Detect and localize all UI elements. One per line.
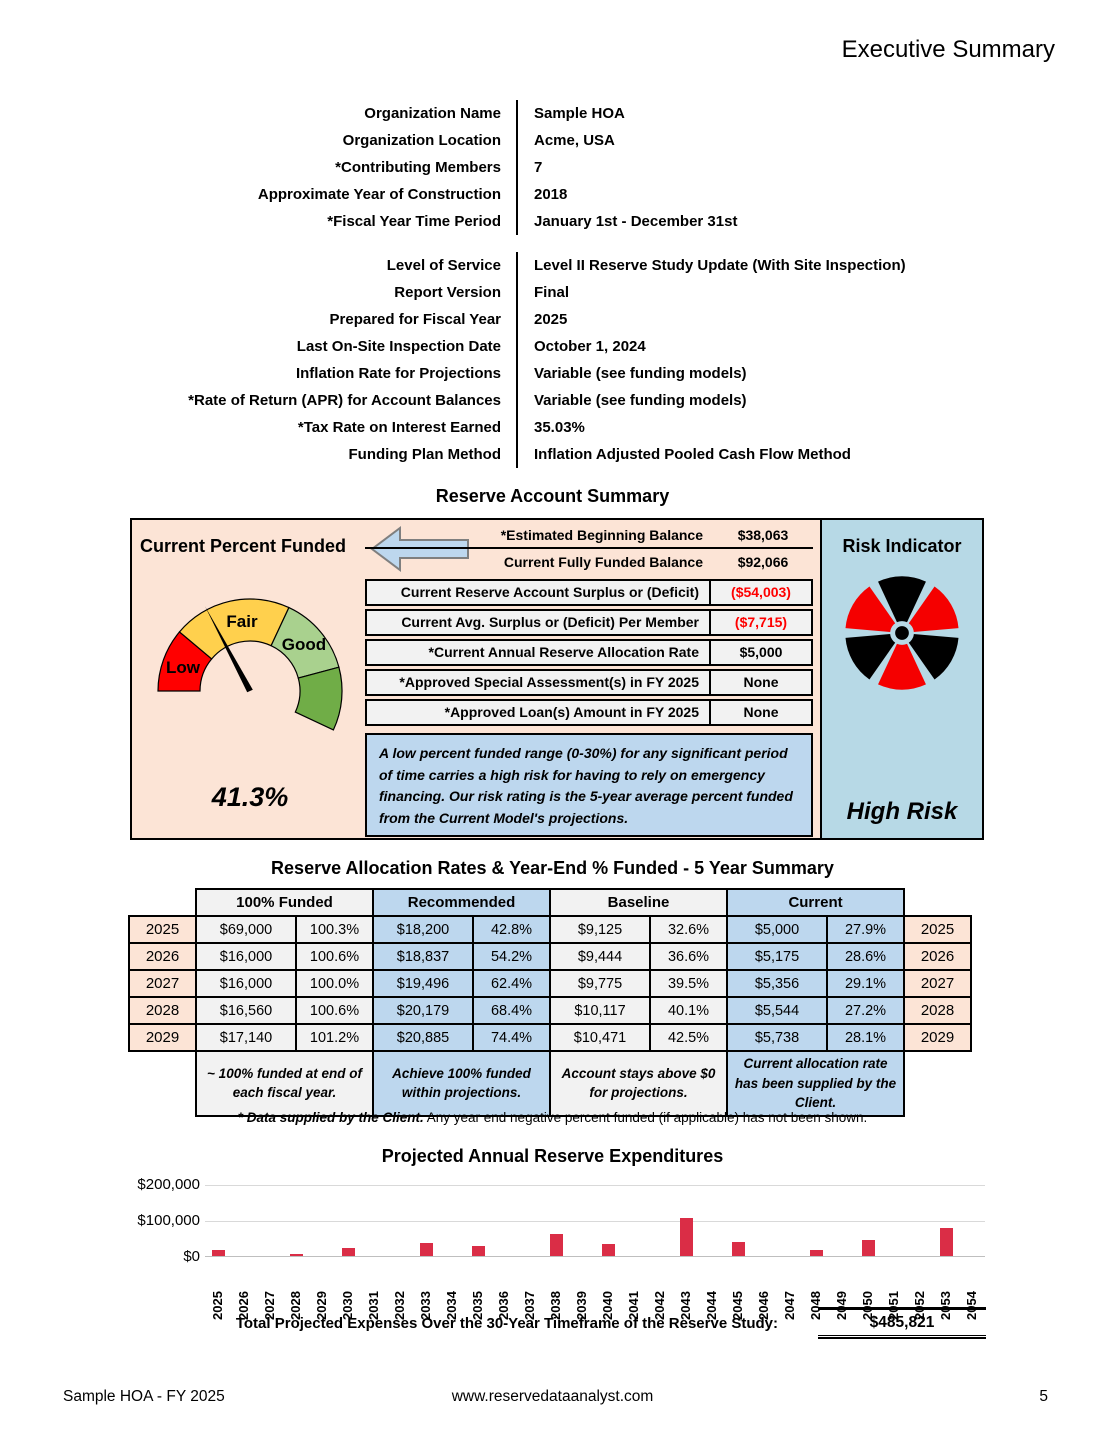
bar-slot	[257, 1185, 283, 1256]
report-info-table	[0, 252, 1105, 468]
info-label: Inflation Rate for Projections	[295, 365, 501, 382]
bar-slot	[231, 1185, 257, 1256]
balance-row	[365, 579, 813, 606]
organization-info-table	[0, 100, 1105, 235]
x-tick-label: 2049	[834, 1291, 849, 1320]
balance-value: $5,000	[739, 644, 783, 660]
balance-value: None	[743, 704, 779, 720]
gauge-label-good: Good	[281, 635, 327, 654]
year-cell: 2028	[129, 997, 196, 1024]
bar-slot	[855, 1185, 881, 1256]
data-cell: $20,885	[373, 1024, 473, 1051]
bar-slot	[335, 1185, 361, 1256]
bar	[940, 1228, 953, 1256]
percent-funded-value: 41.3%	[211, 782, 289, 812]
data-cell: 100.0%	[296, 970, 373, 997]
data-cell: $16,000	[196, 970, 296, 997]
year-cell: 2028	[904, 997, 971, 1024]
data-cell: $17,140	[196, 1024, 296, 1051]
balance-label: Current Reserve Account Surplus or (Deficit)	[367, 581, 711, 604]
info-label: Approximate Year of Construction	[257, 186, 501, 203]
radiation-icon	[838, 569, 966, 697]
data-cell: 27.9%	[827, 916, 904, 943]
bar	[342, 1248, 355, 1256]
data-cell: 32.6%	[650, 916, 727, 943]
data-cell: $5,000	[727, 916, 827, 943]
corner-cell	[129, 1051, 196, 1116]
info-value: Variable (see funding models)	[516, 387, 1105, 414]
info-row	[0, 127, 1105, 154]
total-expenses-label: Total Projected Expenses Over the 30-Year Timeframe of the Reserve Study:	[235, 1315, 778, 1332]
bar-slot	[621, 1185, 647, 1256]
info-row	[0, 181, 1105, 208]
x-tick-label: 2046	[756, 1291, 771, 1320]
data-cell: 28.1%	[827, 1024, 904, 1051]
info-row	[0, 333, 1105, 360]
balance-value: ($54,003)	[731, 584, 791, 600]
y-tick-label: $200,000	[137, 1176, 200, 1193]
column-group-header: 100% Funded	[196, 889, 373, 916]
bar-slot	[777, 1185, 803, 1256]
info-label: Last On-Site Inspection Date	[296, 338, 501, 355]
data-cell: 40.1%	[650, 997, 727, 1024]
data-cell: 36.6%	[650, 943, 727, 970]
balance-label: *Current Annual Reserve Allocation Rate	[367, 641, 711, 664]
column-group-header: Baseline	[550, 889, 727, 916]
balance-label: *Approved Special Assessment(s) in FY 2025	[367, 671, 711, 694]
bar	[420, 1243, 433, 1256]
x-tick-label: 2041	[626, 1291, 641, 1320]
info-label: Organization Location	[342, 132, 501, 149]
info-label: *Rate of Return (APR) for Account Balances	[188, 392, 501, 409]
info-row	[0, 208, 1105, 235]
x-tick-label: 2043	[678, 1291, 693, 1320]
info-row	[0, 387, 1105, 414]
info-value: 2025	[516, 306, 1105, 333]
double-rule	[818, 1335, 986, 1339]
data-cell: $10,471	[550, 1024, 650, 1051]
gauge-label-low: Low	[166, 658, 200, 677]
footer-page-number: 5	[1039, 1388, 1048, 1405]
balance-row	[365, 639, 813, 666]
year-cell: 2027	[904, 970, 971, 997]
info-row	[0, 279, 1105, 306]
info-value: Level II Reserve Study Update (With Site Inspection)	[516, 252, 1105, 279]
risk-indicator-title: Risk Indicator	[842, 536, 962, 556]
year-cell: 2025	[129, 916, 196, 943]
five-year-summary-table	[128, 888, 972, 1117]
bar	[472, 1246, 485, 1256]
info-label: *Contributing Members	[335, 159, 501, 176]
data-cell: $69,000	[196, 916, 296, 943]
data-cell: $16,560	[196, 997, 296, 1024]
risk-indicator-panel	[822, 520, 982, 838]
info-value: 2018	[516, 181, 1105, 208]
x-tick-label: 2029	[314, 1291, 329, 1320]
data-cell: 29.1%	[827, 970, 904, 997]
x-tick-label: 2040	[600, 1291, 615, 1320]
data-cell: 101.2%	[296, 1024, 373, 1051]
bar-slot	[725, 1185, 751, 1256]
balance-summary-top-rows	[365, 522, 813, 576]
x-tick-label: 2048	[808, 1291, 823, 1320]
bar-slot	[413, 1185, 439, 1256]
x-tick-label: 2036	[496, 1291, 511, 1320]
info-value: 7	[516, 154, 1105, 181]
data-cell: $5,175	[727, 943, 827, 970]
footnote-regular-part: Any year end negative percent funded (if applicable) has not been shown.	[426, 1110, 868, 1125]
year-cell: 2029	[904, 1024, 971, 1051]
x-tick-label: 2026	[236, 1291, 251, 1320]
x-tick-label: 2044	[704, 1291, 719, 1320]
percent-funded-panel	[132, 520, 822, 838]
bar	[290, 1254, 303, 1256]
bar-slot	[699, 1185, 725, 1256]
corner-cell	[904, 889, 971, 916]
data-cell: 39.5%	[650, 970, 727, 997]
percent-funded-gauge	[140, 586, 360, 736]
balance-row	[365, 699, 813, 726]
data-cell: $5,356	[727, 970, 827, 997]
data-cell: 100.6%	[296, 997, 373, 1024]
info-value: Sample HOA	[516, 100, 1105, 127]
column-group-header: Current	[727, 889, 904, 916]
info-value: October 1, 2024	[516, 333, 1105, 360]
bar-slot	[907, 1185, 933, 1256]
x-tick-label: 2035	[470, 1291, 485, 1320]
bar	[550, 1234, 563, 1256]
info-value: Final	[516, 279, 1105, 306]
data-cell: $9,444	[550, 943, 650, 970]
balance-value: $92,066	[737, 554, 789, 570]
x-tick-label: 2025	[210, 1291, 225, 1320]
data-cell: 100.3%	[296, 916, 373, 943]
info-value: Inflation Adjusted Pooled Cash Flow Method	[516, 441, 1105, 468]
data-cell: $9,775	[550, 970, 650, 997]
bar-slot	[205, 1185, 231, 1256]
x-tick-label: 2030	[340, 1291, 355, 1320]
info-label: *Tax Rate on Interest Earned	[297, 419, 501, 436]
bar	[680, 1218, 693, 1256]
bar-slot	[595, 1185, 621, 1256]
bar-slot	[959, 1185, 985, 1256]
info-label: Report Version	[394, 284, 501, 301]
y-tick-label: $100,000	[137, 1212, 200, 1229]
x-tick-label: 2027	[262, 1291, 277, 1320]
info-label: Organization Name	[364, 105, 501, 122]
balance-value: ($7,715)	[734, 614, 788, 630]
x-tick-label: 2045	[730, 1291, 745, 1320]
bar-slot	[465, 1185, 491, 1256]
risk-rating: High Risk	[846, 798, 958, 825]
gauge-label-fair: Fair	[226, 612, 258, 631]
x-tick-label: 2053	[938, 1291, 953, 1320]
x-tick-label: 2047	[782, 1291, 797, 1320]
data-cell: $16,000	[196, 943, 296, 970]
corner-cell	[904, 1051, 971, 1116]
info-value: 35.03%	[516, 414, 1105, 441]
current-percent-funded-title: Current Percent Funded	[140, 536, 347, 556]
year-cell: 2027	[129, 970, 196, 997]
info-row	[0, 100, 1105, 127]
data-cell: $5,738	[727, 1024, 827, 1051]
balance-label: *Estimated Beginning Balance	[365, 522, 713, 549]
balance-summary-rows	[365, 579, 813, 726]
x-tick-label: 2034	[444, 1291, 459, 1320]
balance-label: Current Fully Funded Balance	[503, 554, 703, 570]
data-cell: 68.4%	[473, 997, 550, 1024]
group-note-cell: ~ 100% funded at end of each fiscal year.	[196, 1051, 373, 1116]
bar	[810, 1250, 823, 1256]
data-cell: 42.5%	[650, 1024, 727, 1051]
year-cell: 2025	[904, 916, 971, 943]
year-cell: 2026	[904, 943, 971, 970]
bar-slot	[933, 1185, 959, 1256]
bar-slot	[439, 1185, 465, 1256]
balance-row	[365, 609, 813, 636]
data-cell: 100.6%	[296, 943, 373, 970]
info-row	[0, 154, 1105, 181]
year-cell: 2029	[129, 1024, 196, 1051]
data-cell: $10,117	[550, 997, 650, 1024]
balance-row	[365, 549, 813, 576]
x-tick-label: 2051	[886, 1291, 901, 1320]
info-row	[0, 414, 1105, 441]
balance-row	[365, 669, 813, 696]
bar-slot	[803, 1185, 829, 1256]
x-tick-label: 2033	[418, 1291, 433, 1320]
info-value: January 1st - December 31st	[516, 208, 1105, 235]
info-row	[0, 252, 1105, 279]
column-group-header: Recommended	[373, 889, 550, 916]
total-expenses-value: $485,821	[818, 1307, 986, 1335]
bar	[602, 1244, 615, 1256]
data-cell: 62.4%	[473, 970, 550, 997]
corner-cell	[129, 889, 196, 916]
bar-slot	[673, 1185, 699, 1256]
balance-value: None	[743, 674, 779, 690]
data-cell: $5,544	[727, 997, 827, 1024]
x-tick-label: 2032	[392, 1291, 407, 1320]
five-year-summary-title: Reserve Allocation Rates & Year-End % Funded - 5 Year Summary	[271, 858, 834, 878]
bar-slot	[881, 1185, 907, 1256]
info-label: Level of Service	[386, 257, 501, 274]
info-label: *Fiscal Year Time Period	[327, 213, 501, 230]
bar-slot	[491, 1185, 517, 1256]
x-tick-label: 2042	[652, 1291, 667, 1320]
bar-slot	[283, 1185, 309, 1256]
bar-slot	[309, 1185, 335, 1256]
x-tick-label: 2031	[366, 1291, 381, 1320]
bar-slot	[517, 1185, 543, 1256]
chart-title: Projected Annual Reserve Expenditures	[381, 1146, 724, 1166]
balance-summary	[365, 522, 813, 837]
total-expenses-box	[818, 1307, 986, 1339]
info-row	[0, 441, 1105, 468]
data-cell: 54.2%	[473, 943, 550, 970]
table-footnote	[0, 1110, 1105, 1125]
footer-left: Sample HOA - FY 2025	[63, 1388, 225, 1405]
chart-bars	[205, 1185, 985, 1257]
year-cell: 2026	[129, 943, 196, 970]
bar	[732, 1242, 745, 1256]
bar-slot	[647, 1185, 673, 1256]
page-title: Executive Summary	[841, 36, 1055, 63]
footer-center: www.reservedataanalyst.com	[451, 1388, 654, 1405]
info-value: Variable (see funding models)	[516, 360, 1105, 387]
info-value: Acme, USA	[516, 127, 1105, 154]
info-label: Funding Plan Method	[348, 446, 501, 463]
balance-value: $38,063	[713, 522, 813, 549]
x-tick-label: 2037	[522, 1291, 537, 1320]
x-tick-label: 2039	[574, 1291, 589, 1320]
data-cell: 42.8%	[473, 916, 550, 943]
info-label: Prepared for Fiscal Year	[329, 311, 501, 328]
x-tick-label: 2050	[860, 1291, 875, 1320]
x-tick-label: 2028	[288, 1291, 303, 1320]
data-cell: $20,179	[373, 997, 473, 1024]
bar	[212, 1250, 225, 1256]
risk-note: A low percent funded range (0-30%) for any significant period of time carries a high risk for having to rely on emergency financing. Our risk rating is the 5-year average percent funded from the Current Model's projections.	[365, 733, 813, 837]
data-cell: $19,496	[373, 970, 473, 997]
data-cell: 27.2%	[827, 997, 904, 1024]
x-tick-label: 2038	[548, 1291, 563, 1320]
x-tick-label: 2054	[964, 1291, 979, 1320]
bar-slot	[543, 1185, 569, 1256]
bar	[862, 1240, 875, 1256]
y-tick-label: $0	[183, 1248, 200, 1265]
bar-slot	[829, 1185, 855, 1256]
footnote-bold-part: * Data supplied by the Client.	[237, 1110, 424, 1125]
expenditures-bar-chart	[205, 1185, 985, 1257]
group-note-cell: Achieve 100% funded within projections.	[373, 1051, 550, 1116]
data-cell: 74.4%	[473, 1024, 550, 1051]
balance-label: Current Avg. Surplus or (Deficit) Per Member	[367, 611, 711, 634]
balance-row	[365, 522, 813, 549]
balance-label: *Approved Loan(s) Amount in FY 2025	[367, 701, 711, 724]
data-cell: $18,837	[373, 943, 473, 970]
group-note-cell: Current allocation rate has been supplied by the Client.	[727, 1051, 904, 1116]
bar-slot	[387, 1185, 413, 1256]
data-cell: $18,200	[373, 916, 473, 943]
data-cell: $9,125	[550, 916, 650, 943]
bar-slot	[569, 1185, 595, 1256]
reserve-account-summary-panel	[130, 518, 984, 840]
bar-slot	[751, 1185, 777, 1256]
group-note-cell: Account stays above $0 for projections.	[550, 1051, 727, 1116]
info-row	[0, 360, 1105, 387]
reserve-account-summary-title: Reserve Account Summary	[435, 486, 670, 506]
data-cell: 28.6%	[827, 943, 904, 970]
info-row	[0, 306, 1105, 333]
x-tick-label: 2052	[912, 1291, 927, 1320]
bar-slot	[361, 1185, 387, 1256]
